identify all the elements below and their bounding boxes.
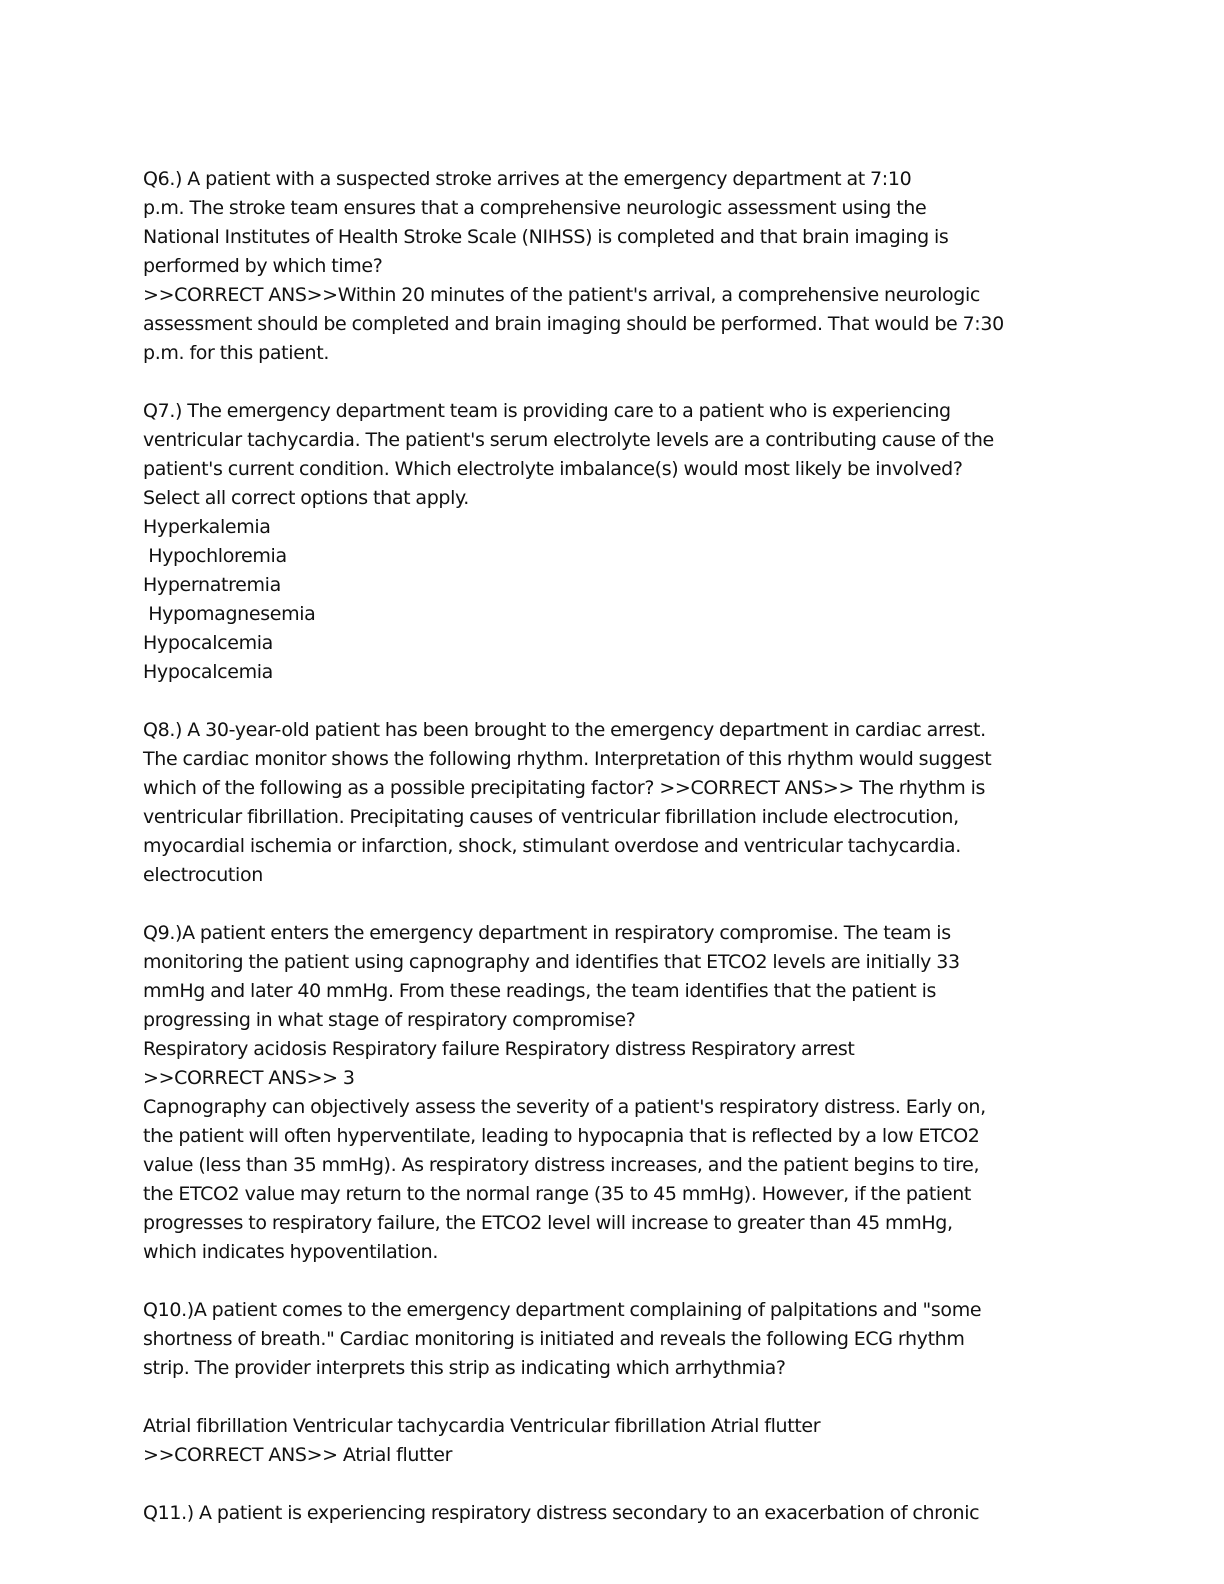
text-line: shortness of breath." Cardiac monitoring is initiated and reveals the following ECG rhythm (143, 1328, 965, 1350)
text-line: Q9.)A patient enters the emergency department in respiratory compromise. The team is (143, 922, 951, 944)
option-line: Atrial fibrillation Ventricular tachycardia Ventricular fibrillation Atrial flutter (143, 1415, 821, 1437)
text-line: National Institutes of Health Stroke Scale (NIHSS) is completed and that brain imaging is (143, 226, 949, 248)
paragraph-gap (143, 1470, 1103, 1499)
question-block-q9 (143, 919, 1103, 1267)
question-block-q10 (143, 1296, 1103, 1470)
text-line: Q6.) A patient with a suspected stroke arrives at the emergency department at 7:10 (143, 168, 912, 190)
text-line: progresses to respiratory failure, the ETCO2 level will increase to greater than 45 mmHg, (143, 1212, 953, 1234)
option-line: Hypernatremia (143, 574, 281, 596)
text-line: which indicates hypoventilation. (143, 1241, 439, 1263)
paragraph-gap (143, 687, 1103, 716)
paragraph-gap (143, 368, 1103, 397)
text-line: performed by which time? (143, 255, 383, 277)
text-line: Q8.) A 30-year-old patient has been brought to the emergency department in cardiac arrest. (143, 719, 986, 741)
text-line: myocardial ischemia or infarction, shock, stimulant overdose and ventricular tachycardia. (143, 835, 961, 857)
question-block-q6 (143, 165, 1103, 368)
option-line: Hyperkalemia (143, 516, 271, 538)
text-line: the patient will often hyperventilate, leading to hypocapnia that is reflected by a low ETCO2 (143, 1125, 980, 1147)
text-line: p.m. The stroke team ensures that a comprehensive neurologic assessment using the (143, 197, 927, 219)
question-block-q7 (143, 397, 1103, 687)
document-body (143, 165, 1103, 1528)
text-line: patient's current condition. Which electrolyte imbalance(s) would most likely be involved? (143, 458, 963, 480)
question-block-q11 (143, 1499, 1103, 1528)
question-block-q8 (143, 716, 1103, 890)
text-line: ventricular fibrillation. Precipitating causes of ventricular fibrillation include electrocution, (143, 806, 959, 828)
text-line: Q7.) The emergency department team is providing care to a patient who is experiencing (143, 400, 951, 422)
text-line: mmHg and later 40 mmHg. From these readings, the team identifies that the patient is (143, 980, 937, 1002)
paragraph-gap (143, 1267, 1103, 1296)
text-line: ventricular tachycardia. The patient's serum electrolyte levels are a contributing cause of the (143, 429, 994, 451)
option-line: Respiratory acidosis Respiratory failure Respiratory distress Respiratory arrest (143, 1038, 855, 1060)
answer-line: >>CORRECT ANS>> 3 (143, 1067, 355, 1089)
text-line: assessment should be completed and brain imaging should be performed. That would be 7:30 (143, 313, 1004, 335)
text-line: Q11.) A patient is experiencing respiratory distress secondary to an exacerbation of chronic (143, 1502, 980, 1524)
text-line: monitoring the patient using capnography and identifies that ETCO2 levels are initially 33 (143, 951, 960, 973)
option-line: Hypocalcemia (143, 661, 273, 683)
answer-line: >>CORRECT ANS>> Atrial flutter (143, 1444, 453, 1466)
text-line: progressing in what stage of respiratory compromise? (143, 1009, 636, 1031)
answer-line: >>CORRECT ANS>>Within 20 minutes of the patient's arrival, a comprehensive neurologic (143, 284, 981, 306)
text-line: Select all correct options that apply. (143, 487, 469, 509)
text-line: value (less than 35 mmHg). As respiratory distress increases, and the patient begins to tire, (143, 1154, 980, 1176)
paragraph-gap (143, 890, 1103, 919)
option-line: Hypocalcemia (143, 632, 273, 654)
text-line: which of the following as a possible precipitating factor? >>CORRECT ANS>> The rhythm is (143, 777, 986, 799)
option-line: Hypochloremia (143, 545, 287, 567)
text-line: the ETCO2 value may return to the normal range (35 to 45 mmHg). However, if the patient (143, 1183, 971, 1205)
text-line: Q10.)A patient comes to the emergency department complaining of palpitations and "some (143, 1299, 982, 1321)
option-line: Hypomagnesemia (143, 603, 316, 625)
text-line: strip. The provider interprets this strip as indicating which arrhythmia? (143, 1357, 786, 1379)
text-line: electrocution (143, 864, 263, 886)
text-line: The cardiac monitor shows the following rhythm. Interpretation of this rhythm would suggest (143, 748, 992, 770)
blank-line (143, 1383, 1103, 1412)
text-line: Capnography can objectively assess the severity of a patient's respiratory distress. Early on, (143, 1096, 986, 1118)
text-line: p.m. for this patient. (143, 342, 330, 364)
